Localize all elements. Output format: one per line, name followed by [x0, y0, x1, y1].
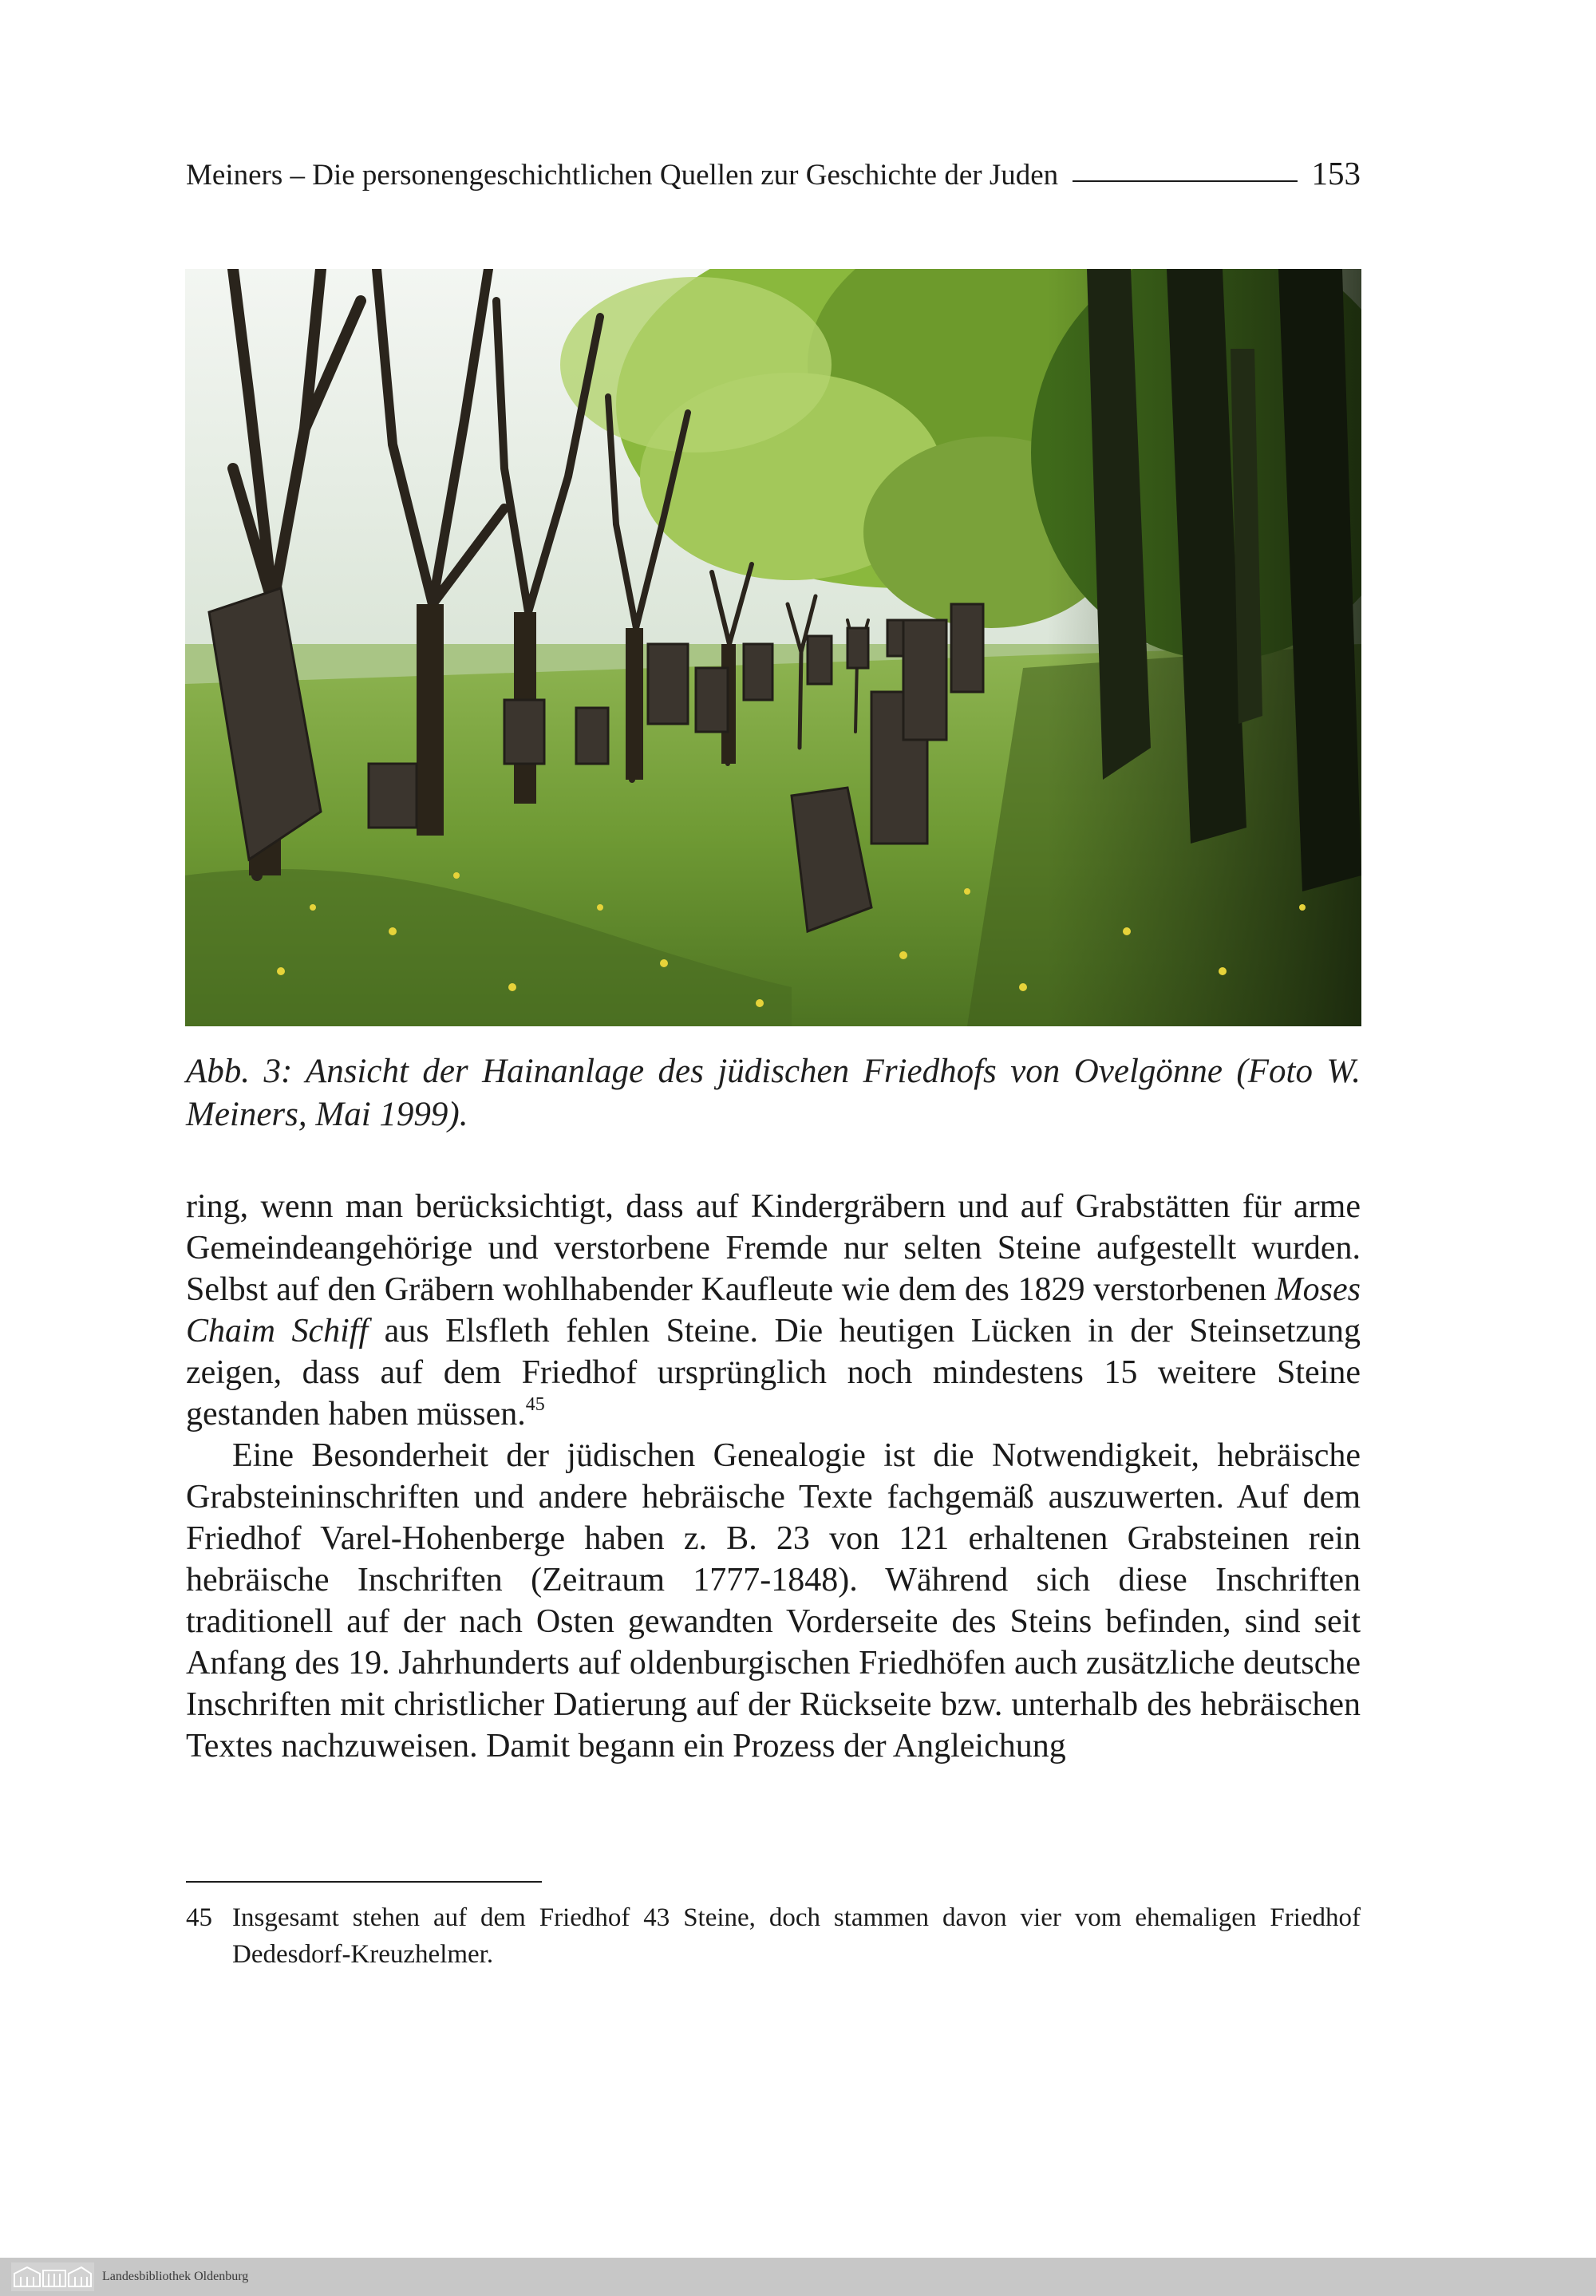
- footnote-rule: [186, 1881, 542, 1883]
- body-text: [186, 1186, 1361, 1767]
- photograph-icon: [185, 269, 1361, 1026]
- cemetery-photo: [185, 269, 1361, 1026]
- footnote: [186, 1899, 1361, 1973]
- header-rule: [1073, 180, 1297, 182]
- footnote-reference[interactable]: 45: [525, 1394, 545, 1415]
- running-header: [186, 148, 1361, 190]
- paragraph-1: [186, 1186, 1361, 1435]
- person-name: Moses Chaim Schiff: [186, 1271, 1361, 1350]
- paragraph-1-text-b: aus Elsfleth fehlen Steine. Die heutigen Lücken in der Steinsetzung zeigen, dass auf dem Friedhof ursprünglich noch mindestens 15 weitere Steine gestanden haben müssen.: [186, 1313, 1361, 1433]
- running-title: Meiners – Die personengeschichtlichen Quellen zur Geschichte der Juden: [186, 159, 1059, 192]
- figure-caption: Abb. 3: Ansicht der Hainanlage des jüdischen Friedhofs von Ovelgönne (Foto W. Meiners, Mai 1999).: [186, 1053, 1361, 1133]
- library-building-icon: [11, 2262, 94, 2291]
- footnote-number: 45: [186, 1903, 212, 1932]
- paragraph-2: Eine Besonderheit der jüdischen Genealogie ist die Notwendigkeit, hebräische Grabsteininschriften und andere hebräische Texte fachgemäß auszuwerten. Auf dem Friedhof Varel-Hohenberge haben z. B. 23 von 121 erhaltenen Grabsteinen rein hebräische Inschriften (Zeitraum 1777-1848). Während sich diese Inschriften traditionell auf der nach Osten gewandten Vorderseite des Steins befinden, sind seit Anfang des 19. Jahrhunderts auf oldenburgischen Friedhöfen auch zusätzliche deutsche Inschriften mit christlicher Datierung auf der Rückseite bzw. unterhalb des hebräischen Textes nachzuweisen. Damit begann ein Prozess der Angleichung: [186, 1437, 1361, 1764]
- footnote-text: Insgesamt stehen auf dem Friedhof 43 Steine, doch stammen davon vier vom ehemaligen Friedhof Dedesdorf-Kreuzhelmer.: [232, 1903, 1361, 1969]
- page-number: 153: [1311, 155, 1361, 192]
- footer-bar: [0, 2258, 1596, 2296]
- library-name: Landesbibliothek Oldenburg: [102, 2270, 249, 2283]
- paragraph-1-text-a: ring, wenn man berücksichtigt, dass auf Kindergräbern und auf Grabstätten für arme Gemeindeangehörige und verstorbene Fremde nur selten Steine aufgestellt wurden. Selbst auf den Gräbern wohlhabender Kaufleute wie dem des 1829 verstorbenen: [186, 1188, 1361, 1308]
